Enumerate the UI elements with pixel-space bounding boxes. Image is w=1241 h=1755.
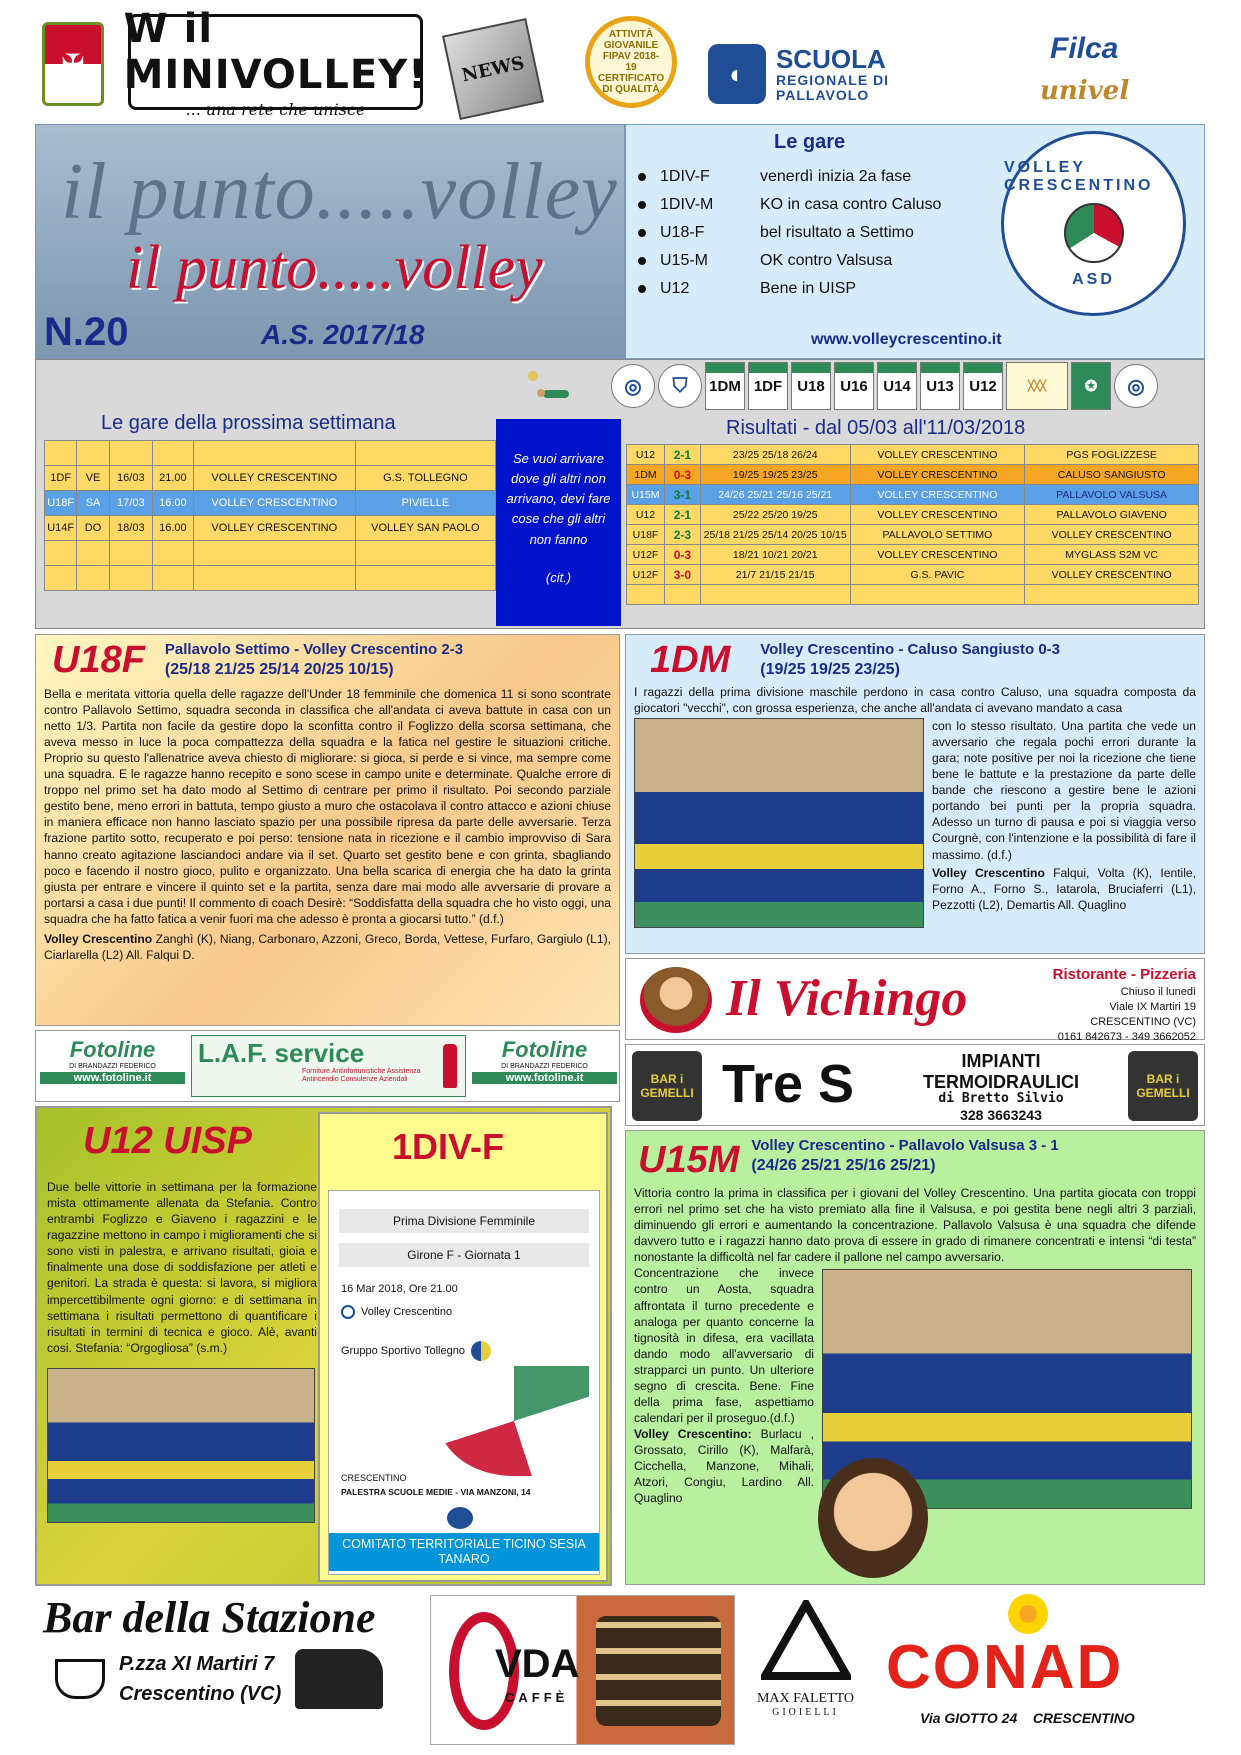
- vichingo-phone: 0161 842673 - 349 3662052: [1057, 1030, 1196, 1043]
- games-cat: 1DIV-M: [660, 196, 714, 213]
- result-cell-sets: 23/25 25/18 26/24: [700, 445, 850, 465]
- univel-text: univel: [1040, 76, 1130, 106]
- schedule-cell-date: [109, 541, 152, 566]
- quality-seal-text: ATTIVITÀ GIOVANILE FIPAV 2018-19 CERTIFICATO DI QUALITÀ: [597, 29, 665, 95]
- viking-icon: [640, 967, 712, 1033]
- result-cell-away: PGS FOGLIZZESE: [1025, 445, 1199, 465]
- result-row: [627, 565, 1199, 585]
- result-cell-score: 3-1: [664, 485, 700, 505]
- flyer-ball-image: [439, 1366, 589, 1476]
- ad-laf-service: [191, 1035, 466, 1097]
- article-sets: (19/25 19/25 23/25): [760, 660, 900, 678]
- result-cell-score: 2-1: [664, 505, 700, 525]
- article-sets: (25/18 21/25 25/14 20/25 10/15): [164, 660, 394, 678]
- result-cell-score: 2-1: [664, 445, 700, 465]
- issue-number: N.20: [44, 310, 129, 354]
- games-summary: [625, 124, 1205, 359]
- result-cell-cat: U12: [627, 505, 665, 525]
- vda-sub: CAFFÈ: [505, 1690, 569, 1705]
- article-match: Volley Crescentino - Pallavolo Valsusa 3 - 1: [751, 1137, 1059, 1154]
- flyer-venue: PALESTRA SCUOLE MEDIE - VIA MANZONI, 14: [341, 1487, 531, 1497]
- bar-stazione-title: Bar della Stazione: [43, 1593, 376, 1642]
- result-cell-home: VOLLEY CRESCENTINO: [850, 465, 1025, 485]
- category-icon-u13: U13: [920, 362, 960, 410]
- schedule-results-panel: [35, 359, 1205, 629]
- ad-tre-s: [625, 1044, 1205, 1126]
- club-logo: [1001, 131, 1186, 316]
- tres-logo: Tre S: [722, 1054, 855, 1114]
- result-cell-away: PALLAVOLO VALSUSA: [1025, 485, 1199, 505]
- article-tag: U15M: [638, 1139, 740, 1181]
- result-cell-away: MYGLASS S2M VC: [1025, 545, 1199, 565]
- article-body-side: con lo stesso risultato. Una partita che vede un avversario che regala pochi errori durante la gara; note positive per noi la ricezione che tiene bene le battute e la prestazione da parte delle bande che riescono a gestire bene le azioni portando bei punti per la propria squadra. Adesso un turno di pausa e poi si viaggia verso Courgnè, con l'intenzione e la possibilità di fare il massimo. (d.f.): [932, 718, 1196, 862]
- schedule-cell-day: [77, 441, 109, 466]
- games-text: Bene in UISP: [760, 280, 857, 297]
- club-mini-icon: [341, 1305, 355, 1319]
- schedule-cell-away: [355, 566, 495, 591]
- bar-gemelli-logo-left: [632, 1051, 702, 1121]
- fotoline-url: www.fotoline.it: [472, 1072, 617, 1084]
- club-logo-asd: ASD: [1072, 270, 1115, 288]
- article-body: Due belle vittorie in settimana per la formazione mista ottimamente allenata da Stefania. Contro entrambi Foglizzo e Giaveno i ragazzini e le ragazzine mettono in campo i miglioramenti che si sono visti in palestra, e arrivano risultati, gioia e finalmente una dose di soddisfazione per atleti e genitori. La strada è questa: si lavora, si migliora impercettibilmente ogni giorno: e di settimana in settimana i risultati permettono di quantificare i risultati in termini di tecnica e gioco. Alè, avanti cosi. Stefania: “Orgogliosa” (s.m.): [47, 1180, 317, 1355]
- coffee-cup-icon: [55, 1659, 105, 1699]
- schedule-cell-away: PIVIELLE: [355, 491, 495, 516]
- fipav-icon: [447, 1507, 473, 1529]
- article-body: I ragazzi della prima divisione maschile perdono in casa contro Caluso, una squadra composta da giocatori "vecchi", con grossa esperienza, che anche all'andata ci avevano mandato a casa: [634, 684, 1196, 715]
- games-text: bel risultato a Settimo: [760, 224, 914, 241]
- ad-max-faletto: [748, 1600, 863, 1740]
- result-cell-cat: U12: [627, 445, 665, 465]
- article-roster: [932, 865, 1196, 913]
- flyer-team2: [341, 1341, 599, 1361]
- schedule-cell-time: 21.00: [152, 466, 193, 491]
- games-list-item: [638, 163, 941, 191]
- crest-icon: ✠: [42, 22, 104, 106]
- news-label: NEWS: [459, 52, 527, 86]
- schedule-row: [45, 441, 496, 466]
- category-icon-u14: U14: [877, 362, 917, 410]
- ad-bar-della-stazione: [35, 1592, 425, 1742]
- fipav-logo-icon: ◎: [611, 364, 655, 408]
- bullet-icon: [638, 285, 646, 293]
- scuola-icon: ◐: [708, 44, 766, 104]
- category-icon-u18: U18: [791, 362, 831, 410]
- schedule-cell-date: 16/03: [109, 466, 152, 491]
- coffee-machine-image: [596, 1616, 721, 1726]
- schedule-cell-cat: [45, 441, 77, 466]
- article-tag: 1DIV-F: [392, 1126, 505, 1167]
- result-cell-away: VOLLEY CRESCENTINO: [1025, 525, 1199, 545]
- ad-conad: [870, 1592, 1205, 1742]
- schedule-cell-home: [193, 566, 355, 591]
- town-crest: [42, 22, 104, 106]
- results-table: [626, 444, 1199, 605]
- schedule-cell-day: DO: [77, 516, 109, 541]
- games-text: KO in casa contro Caluso: [760, 196, 942, 213]
- article-tag: 1DM: [650, 639, 731, 681]
- filca-logo: [1050, 32, 1118, 66]
- result-row: [627, 445, 1199, 465]
- tres-line3: di Bretto Silvio: [938, 1091, 1064, 1107]
- result-cell-cat: [627, 585, 665, 605]
- laf-logo: L.A.F. service: [198, 1038, 365, 1068]
- quote-box: [496, 419, 621, 626]
- vichingo-name: Il Vichingo: [726, 970, 968, 1027]
- vichingo-info: [1036, 965, 1196, 1045]
- result-cell-away: [1025, 585, 1199, 605]
- result-row: [627, 485, 1199, 505]
- fipav-logo-icon: ◎: [1114, 364, 1158, 408]
- result-cell-cat: U18F: [627, 525, 665, 545]
- laf-sub: Forniture Antinfortunistiche Assistenza Antincendio Consulenze Aziendali: [302, 1068, 421, 1084]
- result-cell-cat: U12F: [627, 545, 665, 565]
- club-logo-name: VOLLEY CRESCENTINO: [1004, 158, 1154, 194]
- result-cell-sets: [700, 585, 850, 605]
- schedule-cell-cat: [45, 541, 77, 566]
- result-cell-sets: 25/18 21/25 25/14 20/25 10/15: [700, 525, 850, 545]
- vichingo-type: Ristorante - Pizzeria: [1052, 966, 1196, 983]
- website-link[interactable]: www.volleycrescentino.it: [811, 331, 1002, 348]
- schedule-cell-time: [152, 541, 193, 566]
- minivolley-logo: [123, 5, 428, 119]
- minivolley-tagline: ... una rete che unisce: [185, 99, 366, 119]
- bullet-icon: [638, 201, 646, 209]
- schedule-cell-day: VE: [77, 466, 109, 491]
- tres-text: [886, 1051, 1116, 1123]
- ad-fotoline-right: [472, 1037, 617, 1095]
- bar-stazione-addr2: Crescentino (VC): [119, 1683, 282, 1705]
- result-cell-sets: 21/7 21/15 21/15: [700, 565, 850, 585]
- season: A.S. 2017/18: [261, 319, 425, 350]
- results-heading: Risultati - dal 05/03 all'11/03/2018: [726, 417, 1026, 439]
- train-icon: [295, 1649, 383, 1709]
- quote-cit: (cit.): [545, 569, 572, 585]
- roster-label: Volley Crescentino: [44, 931, 153, 946]
- vichingo-closed: Chiuso il lunedì: [1120, 986, 1196, 999]
- ad-fotoline-left: [40, 1037, 185, 1095]
- schedule-cell-time: [152, 441, 193, 466]
- faletto-logo-icon: [761, 1600, 851, 1680]
- result-cell-score: 2-3: [664, 525, 700, 545]
- roster-names: Burlacu , Grossato, Cirillo (K), Malfarà, Cicchella, Manzone, Mihali, Atzori, Congiu, Lardino All. Quaglino: [634, 1427, 814, 1506]
- fotoline-logo: Fotoline: [501, 1037, 588, 1062]
- vda-logo: VDA: [495, 1642, 580, 1686]
- result-cell-home: VOLLEY CRESCENTINO: [850, 545, 1025, 565]
- conad-logo: CONAD: [886, 1633, 1124, 1702]
- schedule-row: [45, 491, 496, 516]
- schedule-cell-day: [77, 541, 109, 566]
- category-icon-1df: 1DF: [748, 362, 788, 410]
- vichingo-address: Viale IX Martiri 19: [1109, 1001, 1196, 1014]
- next-week-heading: Le gare della prossima settimana: [101, 412, 396, 434]
- schedule-cell-cat: [45, 566, 77, 591]
- result-cell-sets: 25/22 25/20 19/25: [700, 505, 850, 525]
- schedule-row: [45, 541, 496, 566]
- result-cell-home: G.S. PAVIC: [850, 565, 1025, 585]
- article-match: Pallavolo Settimo - Volley Crescentino 2-3: [164, 641, 464, 658]
- bullet-icon: [638, 173, 646, 181]
- flyer-committee: COMITATO TERRITORIALE TICINO SESIA TANARO: [329, 1533, 599, 1571]
- games-cat: U12: [660, 280, 690, 297]
- schedule-cell-home: [193, 541, 355, 566]
- schedule-cell-home: VOLLEY CRESCENTINO: [193, 516, 355, 541]
- fotoline-url: www.fotoline.it: [40, 1072, 185, 1084]
- result-cell-score: 3-0: [664, 565, 700, 585]
- roster-label: Volley Crescentino:: [634, 1427, 752, 1442]
- result-row: [627, 525, 1199, 545]
- schedule-cell-home: VOLLEY CRESCENTINO: [193, 466, 355, 491]
- schedule-cell-cat: 1DF: [45, 466, 77, 491]
- extinguisher-icon: [443, 1044, 457, 1088]
- volleyball-icon: [1064, 203, 1124, 263]
- flyer-city: CRESCENTINO: [341, 1473, 407, 1483]
- roster-names: Zanghì (K), Niang, Carbonaro, Azzoni, Greco, Borda, Vettese, Furfaro, Gargiulo (L1), Ciarlarella (L2) All. Falqui D.: [44, 931, 611, 962]
- conad-addr: Via GIOTTO 24 CRESCENTINO: [920, 1710, 1135, 1726]
- schedule-cell-cat: U14F: [45, 516, 77, 541]
- filca-text: Filca: [1050, 32, 1119, 65]
- result-cell-cat: 1DM: [627, 465, 665, 485]
- article-match: Volley Crescentino - Caluso Sangiusto 0-3: [760, 641, 1061, 658]
- flyer-title: Prima Divisione Femminile: [339, 1209, 589, 1233]
- result-cell-home: [850, 585, 1025, 605]
- article-sets: (24/26 25/21 25/16 25/21): [751, 1156, 936, 1174]
- games-list: [638, 163, 941, 303]
- schedule-cell-time: [152, 566, 193, 591]
- category-icon-u12: U12: [963, 362, 1003, 410]
- schedule-cell-time: 16.00: [152, 491, 193, 516]
- team-photo-u15: [822, 1269, 1192, 1509]
- article-body: Vittoria contro la prima in classifica per i giovani del Volley Crescentino. Una partita giocata con troppi errori nel primo set che ha visto premiato alla fine il Valsusa, e poi gestita bene negli altri 3 parziali, diminuendo gli errori e aumentando la concentrazione. Pallavolo Valsusa è una squadra che difende davvero tutto e i ragazzi hanno dato prova di essere in grado di rimanere concentrati e intensi “di testa” nonostante la difficoltà nel far cadere il pallone nel campo avversario.: [634, 1186, 1196, 1265]
- schedule-cell-away: [355, 541, 495, 566]
- tres-phone: 328 3663243: [960, 1107, 1042, 1124]
- bar-gemelli-text: BAR i GEMELLI: [1136, 1072, 1190, 1100]
- fotoline-sub: DI BRANDAZZI FEDERICO: [69, 1063, 156, 1070]
- bullet-icon: [638, 257, 646, 265]
- bar-stazione-addr1: P.zza XI Martiri 7: [119, 1653, 275, 1675]
- flyer-team2-name: Gruppo Sportivo Tollegno: [341, 1345, 465, 1357]
- result-cell-sets: 19/25 19/25 23/25: [700, 465, 850, 485]
- ad-il-vichingo: [625, 958, 1205, 1043]
- result-cell-score: 0-3: [664, 465, 700, 485]
- result-cell-cat: U15M: [627, 485, 665, 505]
- quote-text: Se vuoi arrivare dove gli altri non arrivano, devi fare cose che gli altri non fanno: [506, 451, 611, 547]
- result-cell-home: VOLLEY CRESCENTINO: [850, 505, 1025, 525]
- match-flyer: [328, 1190, 600, 1575]
- games-text: OK contro Valsusa: [760, 252, 893, 269]
- games-list-item: [638, 219, 941, 247]
- schedule-cell-away: G.S. TOLLEGNO: [355, 466, 495, 491]
- fotoline-sub: DI BRANDAZZI FEDERICO: [501, 1063, 588, 1070]
- result-cell-sets: 24/26 25/21 25/16 25/21: [700, 485, 850, 505]
- article-u18f: [35, 634, 620, 1026]
- tres-line2: TERMOIDRAULICI: [923, 1071, 1079, 1092]
- fotoline-logo: Fotoline: [69, 1037, 156, 1062]
- result-row: [627, 585, 1199, 605]
- article-u15m: [625, 1130, 1205, 1585]
- result-cell-score: 0-3: [664, 545, 700, 565]
- games-cat: 1DIV-F: [660, 168, 710, 185]
- article-1div-f: [318, 1112, 608, 1582]
- title-shadow: il punto.....volley: [61, 148, 618, 236]
- volleyball-icon: [471, 1341, 491, 1361]
- schedule-cell-date: [109, 441, 152, 466]
- selfie-face: [818, 1458, 928, 1578]
- games-cat: U15-M: [660, 252, 709, 269]
- player-icon: [521, 366, 576, 408]
- result-cell-cat: U12F: [627, 565, 665, 585]
- team-photo-1dm: [634, 718, 924, 928]
- ads-fotoline-laf: [35, 1030, 620, 1102]
- category-icons: [611, 362, 1158, 410]
- roster-names: Falqui, Volta (K), Ientile, Forno A., Forno S., Iatarola, Bruciaferri (L1), Pezzotti (L2), Demartis All. Quaglino: [932, 865, 1197, 912]
- schedule-row: [45, 566, 496, 591]
- result-cell-away: VOLLEY CRESCENTINO: [1025, 565, 1199, 585]
- newsletter-title: il punto.....volley: [126, 234, 543, 302]
- schedule-cell-time: 16.00: [152, 516, 193, 541]
- games-list-item: [638, 191, 941, 219]
- ad-vda-caffe: [430, 1595, 735, 1745]
- schedule-cell-away: [355, 441, 495, 466]
- article-tag: U18F: [52, 639, 145, 681]
- result-cell-sets: 18/21 10/21 20/21: [700, 545, 850, 565]
- schedule-cell-home: [193, 441, 355, 466]
- bar-gemelli-logo-right: [1128, 1051, 1198, 1121]
- article-1dm: [625, 634, 1205, 954]
- univel-logo: [1040, 76, 1129, 106]
- shield-logo-icon: ⛉: [658, 364, 702, 408]
- games-list-item: [638, 247, 941, 275]
- flyer-round: Girone F - Giornata 1: [339, 1243, 589, 1267]
- schedule-row: [45, 516, 496, 541]
- flyer-team1: [341, 1305, 599, 1319]
- article-tag: U12 UISP: [83, 1120, 252, 1162]
- category-icon-1dm: 1DM: [705, 362, 745, 410]
- article-roster: [44, 931, 611, 963]
- schedule-row: [45, 466, 496, 491]
- games-text: venerdì inizia 2a fase: [760, 168, 912, 185]
- volley-net-icon: ╳╳╳: [1006, 362, 1068, 410]
- schedule-cell-date: 18/03: [109, 516, 152, 541]
- result-cell-away: PALLAVOLO GIAVENO: [1025, 505, 1199, 525]
- next-week-table: [44, 440, 496, 591]
- games-heading: Le gare: [774, 131, 846, 153]
- vichingo-city: CRESCENTINO (VC): [1090, 1015, 1196, 1028]
- schedule-cell-day: [77, 566, 109, 591]
- tres-line1: IMPIANTI: [961, 1051, 1041, 1071]
- news-logo: [442, 18, 544, 120]
- bar-gemelli-text: BAR i GEMELLI: [640, 1072, 694, 1100]
- coni-logo-icon: ✪: [1071, 362, 1111, 410]
- schedule-cell-date: [109, 566, 152, 591]
- article-roster: [634, 1426, 814, 1506]
- result-cell-home: VOLLEY CRESCENTINO: [850, 485, 1025, 505]
- result-cell-home: VOLLEY CRESCENTINO: [850, 445, 1025, 465]
- scuola-sub: REGIONALE DI PALLAVOLO: [775, 71, 890, 103]
- schedule-cell-home: VOLLEY CRESCENTINO: [193, 491, 355, 516]
- article-body-side: Concentrazione che invece contro un Aosta, squadra affrontata il turno precedente e analoga per quanto concerne la tignosità in difesa, era vacillata dando modo all'avversario di strapparci un punto. Un ulteriore segno di crescita. Bene. Fine della prima fase, aspettiamo calendari per il proseguo.(d.f.): [634, 1266, 814, 1426]
- result-cell-score: [664, 585, 700, 605]
- scuola-title: SCUOLA: [775, 43, 886, 74]
- bullet-icon: [638, 229, 646, 237]
- scuola-regionale-logo: [708, 36, 956, 112]
- title-banner: [35, 124, 625, 359]
- schedule-cell-date: 17/03: [109, 491, 152, 516]
- games-list-item: [638, 275, 941, 303]
- result-row: [627, 465, 1199, 485]
- article-body: Bella e meritata vittoria quella delle ragazze dell'Under 18 femminile che domenica 11 si sono scontrate contro Pallavolo Settimo, squadra seconda in classifica che all'andata ci aveva battute in casa con un netto 1/3. Partita non facile da gestire dopo la sconfitta contro il Foglizzo della scorsa settimana, che aveva messo in luce la poca compattezza della squadra e la fatica nel gestire le situazioni critiche. Proprio su questo l'allenatrice aveva chiesto di migliorare: si gioca, si perde e si vince, ma sempre come una squadra. E le ragazze hanno recepito e sono scese in campo unite e determinate. Qualche errore di troppo nel primo set ha dato modo al Settimo di centrare per primo il risultato. Poi secondo parziale gestito bene, meno errori in battuta, tempo giusto a muro che ostacolava il contro attacco e azioni chiuse in maniera efficace non hanno lasciato spazio per una possibile ripresa da parte delle avversarie. Terza frazione partito sotto, recuperato e poi perso: tensione nata in ricezione e il cambio improvviso di Sara hanno creato agitazione lasciandoci andare via il set. Quarto set gestito bene e con grinta, sbagliando poco e facendo il nostro gioco, pulito e organizzato. Una bella scarica di energia che ha dato la grinta giusta per entrare e vincere il quinto set e la partita, senza dare mai modo alle avversarie di provare a portarsi a casa i due punti! Il commento di coach Desirè: “Soddisfatta della squadra che ho visto oggi, una squadra che ha fatto fatica a venir fuori ma che adesso è pronta a giocarsi tutto.” (d.f.): [44, 686, 611, 926]
- schedule-cell-away: VOLLEY SAN PAOLO: [355, 516, 495, 541]
- roster-label: Volley Crescentino: [932, 865, 1045, 880]
- team-photo-u12: [47, 1368, 315, 1523]
- result-row: [627, 545, 1199, 565]
- category-icon-u16: U16: [834, 362, 874, 410]
- flower-icon: [1008, 1594, 1048, 1634]
- result-cell-home: PALLAVOLO SETTIMO: [850, 525, 1025, 545]
- flyer-date: 16 Mar 2018, Ore 21.00: [341, 1283, 458, 1295]
- schedule-cell-day: SA: [77, 491, 109, 516]
- faletto-sub: GIOIELLI: [772, 1707, 839, 1718]
- schedule-cell-cat: U18F: [45, 491, 77, 516]
- faletto-name: MAX FALETTO: [756, 1691, 855, 1706]
- quality-seal: [585, 16, 677, 108]
- result-row: [627, 505, 1199, 525]
- flyer-team1-name: Volley Crescentino: [361, 1306, 453, 1318]
- games-cat: U18-F: [660, 224, 705, 241]
- minivolley-title: W il MINIVOLLEY!: [123, 5, 428, 98]
- result-cell-away: CALUSO SANGIUSTO: [1025, 465, 1199, 485]
